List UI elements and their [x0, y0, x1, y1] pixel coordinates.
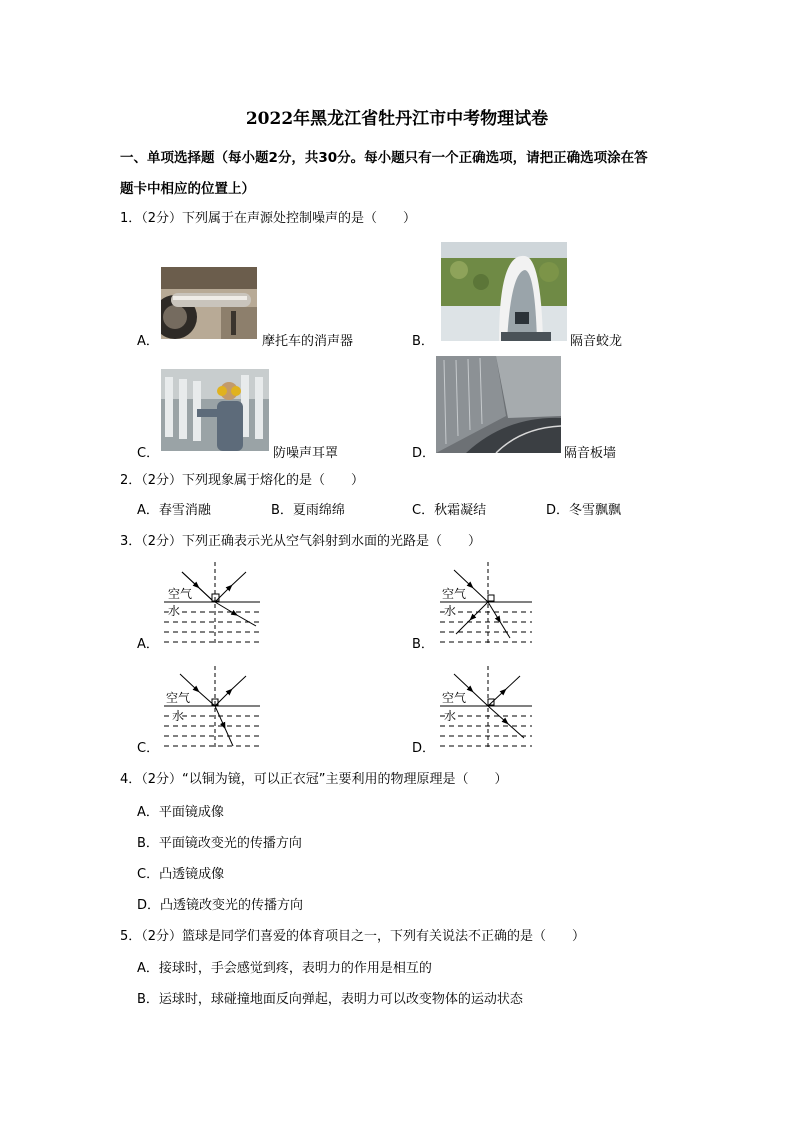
q4-option-b: B．平面镜改变光的传播方向	[137, 836, 302, 851]
q2-option-d-text: 冬雪飘飘	[569, 503, 622, 518]
q1-option-d-text: 隔音板墙	[564, 446, 617, 461]
q3-diagram-d	[436, 666, 536, 750]
q3-option-a-letter: A．	[137, 637, 159, 652]
q1-option-c-text: 防噪声耳罩	[273, 446, 339, 461]
q3-d-air-label: 空气	[442, 691, 467, 705]
question-3-stem: 3．（2分）下列正确表示光从空气斜射到水面的光路是（ ）	[120, 534, 482, 549]
q4-option-d: D．凸透镜改变光的传播方向	[137, 898, 304, 913]
q1-option-d-letter: D．	[412, 446, 436, 461]
tunnel-photo	[441, 242, 567, 341]
q5-option-b: B．运球时，球碰撞地面反向弹起，表明力可以改变物体的运动状态	[137, 992, 523, 1007]
muffler-photo	[161, 267, 257, 339]
q1-option-b-text: 隔音蛟龙	[570, 334, 623, 349]
section-heading-line2: 题卡中相应的位置上）	[120, 181, 255, 197]
q3-a-water-label: 水	[168, 604, 181, 618]
q3-b-air-label: 空气	[442, 587, 467, 601]
q3-diagram-b	[436, 562, 536, 646]
q3-diagram-a	[160, 562, 260, 646]
q2-option-b	[271, 499, 345, 518]
q3-diagram-c	[160, 666, 260, 750]
q3-option-d-letter: D．	[412, 741, 436, 756]
q3-d-water-label: 水	[444, 709, 457, 723]
q2-option-a-letter: A．	[137, 503, 159, 518]
q3-option-b-letter: B．	[412, 637, 434, 652]
earmuff-worker-photo	[161, 369, 269, 451]
q2-option-d	[546, 499, 621, 518]
exam-title: 2022年黑龙江省牡丹江市中考物理试卷	[245, 109, 549, 129]
question-1-stem: 1．（2分）下列属于在声源处控制噪声的是（ ）	[120, 211, 417, 226]
q3-c-water-label: 水	[172, 709, 185, 723]
question-2-stem: 2．（2分）下列现象属于熔化的是（ ）	[120, 473, 365, 488]
q4-option-a: A．平面镜成像	[137, 805, 224, 820]
q1-option-a-text: 摩托车的消声器	[262, 334, 354, 349]
q4-option-c: C．凸透镜成像	[137, 867, 225, 882]
q2-option-c-letter: C．	[412, 503, 435, 518]
barrier-wall-photo	[436, 356, 561, 453]
q2-option-a-text: 春雪消融	[158, 503, 211, 518]
q3-option-c-letter: C．	[137, 741, 160, 756]
question-4-stem: 4．（2分）“以铜为镜，可以正衣冠”主要利用的物理原理是（ ）	[120, 772, 508, 787]
q3-c-air-label: 空气	[166, 691, 191, 705]
q3-b-water-label: 水	[444, 604, 457, 618]
q2-option-c-text: 秋霜凝结	[434, 503, 487, 518]
q2-option-a	[137, 499, 211, 518]
q1-option-c-letter: C．	[137, 446, 160, 461]
q3-a-air-label: 空气	[168, 587, 193, 601]
q2-option-c	[412, 499, 486, 518]
question-5-stem: 5．（2分）篮球是同学们喜爱的体育项目之一，下列有关说法不正确的是（ ）	[120, 929, 586, 944]
q5-option-a: A．接球时，手会感觉到疼，表明力的作用是相互的	[137, 961, 432, 976]
q2-option-b-text: 夏雨绵绵	[292, 503, 345, 518]
q1-option-a-letter: A．	[137, 334, 159, 349]
q2-option-d-letter: D．	[546, 503, 570, 518]
q1-option-b-letter: B．	[412, 334, 434, 349]
q2-option-b-letter: B．	[271, 503, 293, 518]
section-heading-line1: 一、单项选择题（每小题2分，共30分。每小题只有一个正确选项，请把正确选项涂在答	[120, 150, 648, 166]
